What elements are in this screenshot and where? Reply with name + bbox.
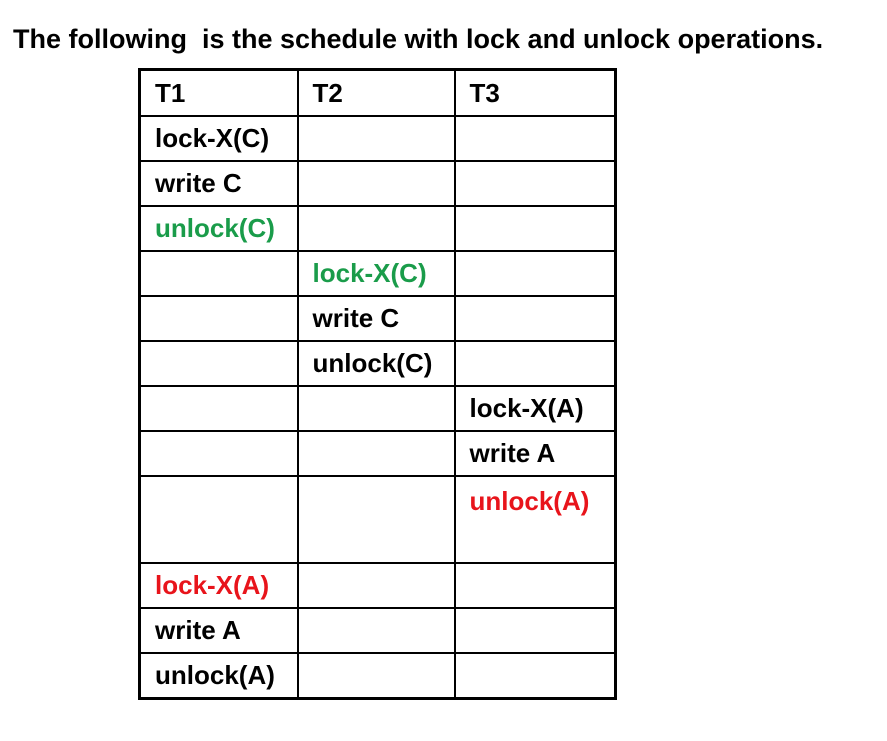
cell-t1-highlight-red: lock-X(A)	[140, 563, 298, 608]
cell-t3: lock-X(A)	[455, 386, 616, 431]
table-row	[140, 608, 616, 653]
cell-t2-highlight-green: lock-X(C)	[298, 251, 455, 296]
cell-t1	[140, 296, 298, 341]
table-row	[140, 296, 616, 341]
cell-t1: write A	[140, 608, 298, 653]
table-row	[140, 251, 616, 296]
cell-t1	[140, 431, 298, 476]
cell-t3	[455, 653, 616, 699]
cell-t2	[298, 563, 455, 608]
cell-t3	[455, 608, 616, 653]
cell-t1	[140, 251, 298, 296]
cell-t1-highlight-green: unlock(C)	[140, 206, 298, 251]
page-title: The following is the schedule with lock and unlock operations.	[13, 24, 824, 54]
cell-t3	[455, 563, 616, 608]
cell-t3	[455, 296, 616, 341]
cell-t1	[140, 341, 298, 386]
cell-t1: write C	[140, 161, 298, 206]
table-row	[140, 653, 616, 699]
cell-t3: write A	[455, 431, 616, 476]
column-header-t1: T1	[140, 70, 298, 117]
table-row	[140, 161, 616, 206]
cell-t2	[298, 608, 455, 653]
cell-t2	[298, 116, 455, 161]
cell-t1	[140, 476, 298, 563]
cell-t2	[298, 476, 455, 563]
table-row	[140, 206, 616, 251]
cell-t3	[455, 251, 616, 296]
column-header-t3: T3	[455, 70, 616, 117]
cell-t2	[298, 386, 455, 431]
table-row	[140, 116, 616, 161]
cell-t2	[298, 653, 455, 699]
table-row	[140, 476, 616, 563]
cell-t3	[455, 116, 616, 161]
cell-t3-highlight-red: unlock(A)	[455, 476, 616, 563]
cell-t2	[298, 206, 455, 251]
cell-t3	[455, 341, 616, 386]
cell-t1: lock-X(C)	[140, 116, 298, 161]
table-row	[140, 431, 616, 476]
column-header-t2: T2	[298, 70, 455, 117]
table-row	[140, 386, 616, 431]
cell-t1: unlock(A)	[140, 653, 298, 699]
cell-t2	[298, 161, 455, 206]
schedule-table	[138, 68, 617, 700]
cell-t1	[140, 386, 298, 431]
table-row	[140, 341, 616, 386]
cell-t2: unlock(C)	[298, 341, 455, 386]
table-row	[140, 563, 616, 608]
cell-t3	[455, 206, 616, 251]
cell-t2	[298, 431, 455, 476]
cell-t3	[455, 161, 616, 206]
cell-t2: write C	[298, 296, 455, 341]
header-row	[140, 70, 616, 117]
